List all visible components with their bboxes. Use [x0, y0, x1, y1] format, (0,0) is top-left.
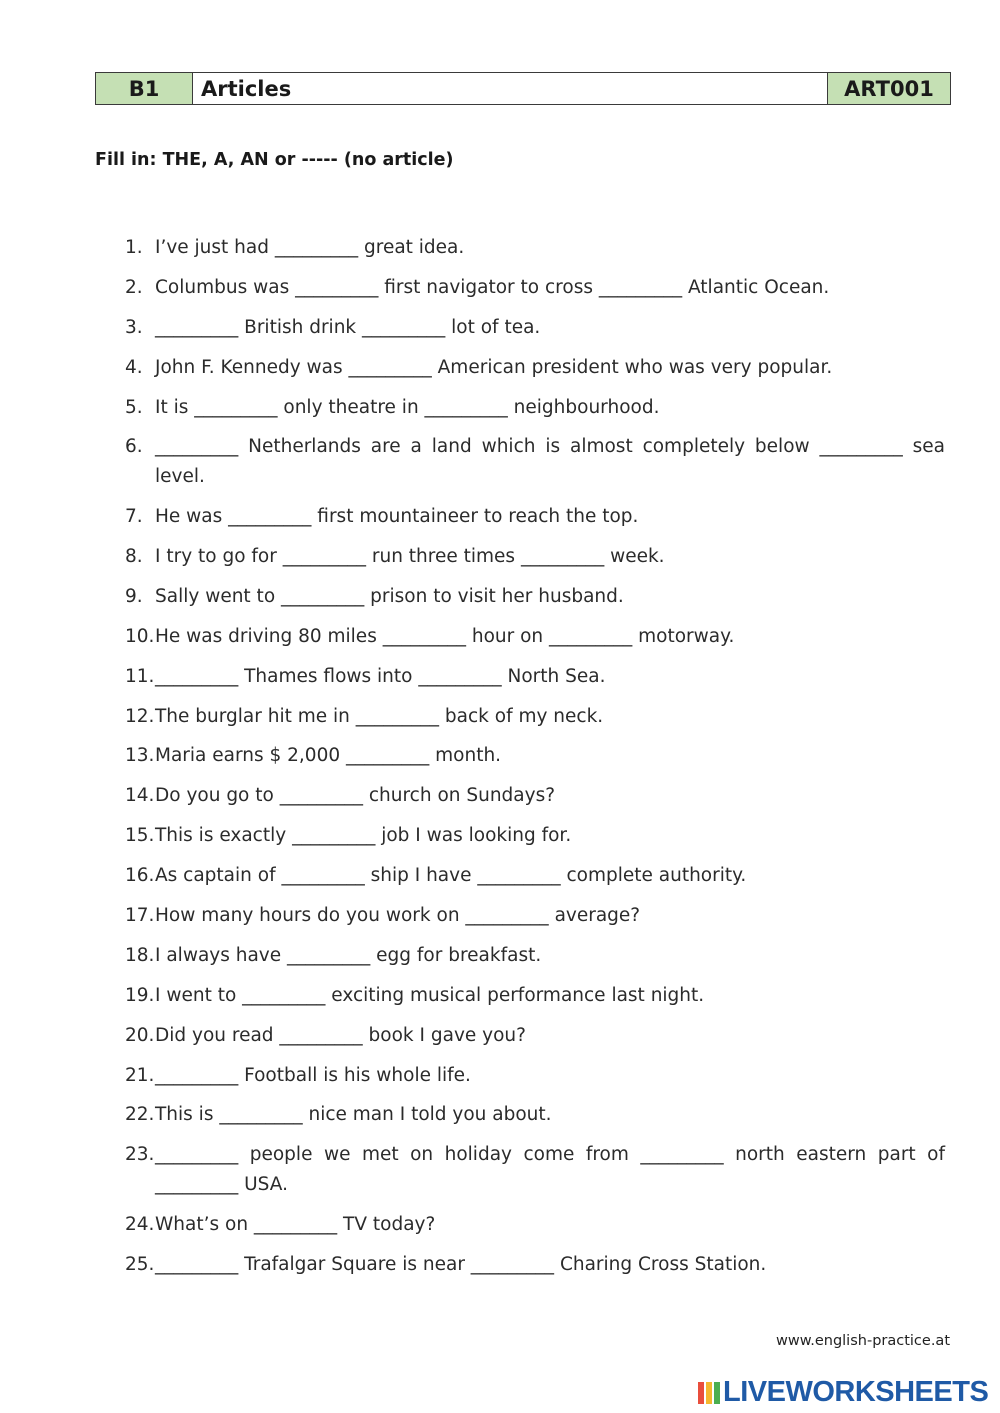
item-number: 1.: [125, 237, 143, 258]
list-item: [125, 702, 945, 731]
liveworksheets-logo-text: LIVEWORKSHEETS: [723, 1376, 989, 1408]
item-text: Sally went to _________ prison to visit her husband.: [155, 585, 624, 607]
item-text: This is exactly _________ job I was looking for.: [155, 825, 572, 847]
item-number: 17.: [125, 904, 155, 926]
instructions: Fill in: THE, A, AN or ----- (no article): [95, 150, 454, 170]
list-item: [125, 861, 945, 890]
list-item: [125, 313, 945, 342]
item-text: He was driving 80 miles _________ hour on _________ motorway.: [155, 625, 735, 647]
item-text: Columbus was _________ first navigator to cross _________ Atlantic Ocean.: [155, 276, 830, 298]
item-number: 7.: [125, 506, 143, 528]
item-text: The burglar hit me in _________ back of my neck.: [155, 705, 604, 727]
item-number: 23.: [125, 1144, 155, 1166]
item-number: 5.: [125, 396, 143, 418]
exercise-list: [125, 233, 945, 1290]
item-number: 22.: [125, 1104, 155, 1126]
list-item: [125, 542, 945, 571]
code-cell: ART001: [828, 73, 951, 105]
item-text: _________ Football is his whole life.: [155, 1064, 471, 1086]
list-item: [125, 901, 945, 930]
item-number: 3.: [125, 316, 143, 338]
item-number: 2.: [125, 276, 143, 298]
list-item: [125, 1210, 945, 1239]
item-number: 4.: [125, 356, 143, 378]
item-text: It is _________ only theatre in _________ neighbourhood.: [155, 396, 660, 418]
item-text: _________ Trafalgar Square is near _________ Charing Cross Station.: [155, 1253, 767, 1275]
title-cell: Articles: [193, 73, 828, 105]
list-item: [125, 941, 945, 970]
item-number: 20.: [125, 1024, 155, 1046]
list-item: [125, 1061, 945, 1090]
item-text: I always have _________ egg for breakfast.: [155, 944, 542, 966]
item-text: _________ Netherlands are a land which is almost completely below _________ sea level.: [155, 436, 945, 487]
list-item: [125, 393, 945, 422]
list-item: [125, 502, 945, 531]
item-number: 6.: [125, 436, 143, 458]
item-text: What’s on _________ TV today?: [155, 1213, 436, 1235]
item-number: 11.: [125, 665, 155, 687]
item-number: 9.: [125, 585, 143, 607]
footer-url[interactable]: www.english-practice.at: [775, 1333, 950, 1349]
list-item: [125, 233, 945, 262]
item-number: 21.: [125, 1064, 155, 1086]
item-number: 19.: [125, 984, 155, 1006]
item-text: Do you go to _________ church on Sundays?: [155, 785, 556, 807]
list-item: [125, 1100, 945, 1129]
list-item: [125, 662, 945, 691]
item-text: How many hours do you work on _________ average?: [155, 904, 641, 926]
item-text: This is _________ nice man I told you about.: [155, 1104, 552, 1126]
item-text: He was _________ first mountaineer to reach the top.: [155, 506, 639, 528]
item-text: I try to go for _________ run three times _________ week.: [155, 545, 665, 567]
list-item: [125, 432, 945, 491]
item-text: _________ British drink _________ lot of tea.: [155, 316, 541, 338]
item-number: 15.: [125, 825, 155, 847]
item-text: _________ Thames flows into _________ North Sea.: [155, 665, 606, 687]
item-text: I’ve just had _________ great idea.: [155, 237, 465, 258]
list-item: [125, 273, 945, 302]
item-text: Did you read _________ book I gave you?: [155, 1024, 526, 1046]
item-text: _________ people we met on holiday come from _________ north eastern part of _________ USA.: [155, 1144, 945, 1195]
item-number: 12.: [125, 705, 155, 727]
list-item: [125, 622, 945, 651]
item-number: 13.: [125, 745, 155, 767]
item-number: 10.: [125, 625, 155, 647]
list-item: [125, 821, 945, 850]
item-number: 8.: [125, 545, 143, 567]
liveworksheets-logo: [697, 1376, 988, 1409]
list-item: [125, 741, 945, 770]
worksheet-header: [95, 72, 951, 105]
list-item: [125, 1140, 945, 1199]
list-item: [125, 582, 945, 611]
list-item: [125, 353, 945, 382]
item-text: As captain of _________ ship I have _________ complete authority.: [155, 865, 747, 887]
list-item: [125, 1021, 945, 1050]
level-cell: B1: [96, 73, 193, 105]
list-item: [125, 781, 945, 810]
item-number: 25.: [125, 1253, 155, 1275]
item-text: John F. Kennedy was _________ American president who was very popular.: [155, 356, 833, 378]
liveworksheets-logo-icon: [697, 1380, 721, 1406]
item-text: Maria earns $ 2,000 _________ month.: [155, 745, 502, 767]
item-number: 18.: [125, 944, 155, 966]
item-number: 14.: [125, 785, 155, 807]
item-number: 24.: [125, 1213, 155, 1235]
list-item: [125, 1250, 945, 1279]
item-number: 16.: [125, 865, 155, 887]
list-item: [125, 981, 945, 1010]
item-text: I went to _________ exciting musical performance last night.: [155, 984, 705, 1006]
